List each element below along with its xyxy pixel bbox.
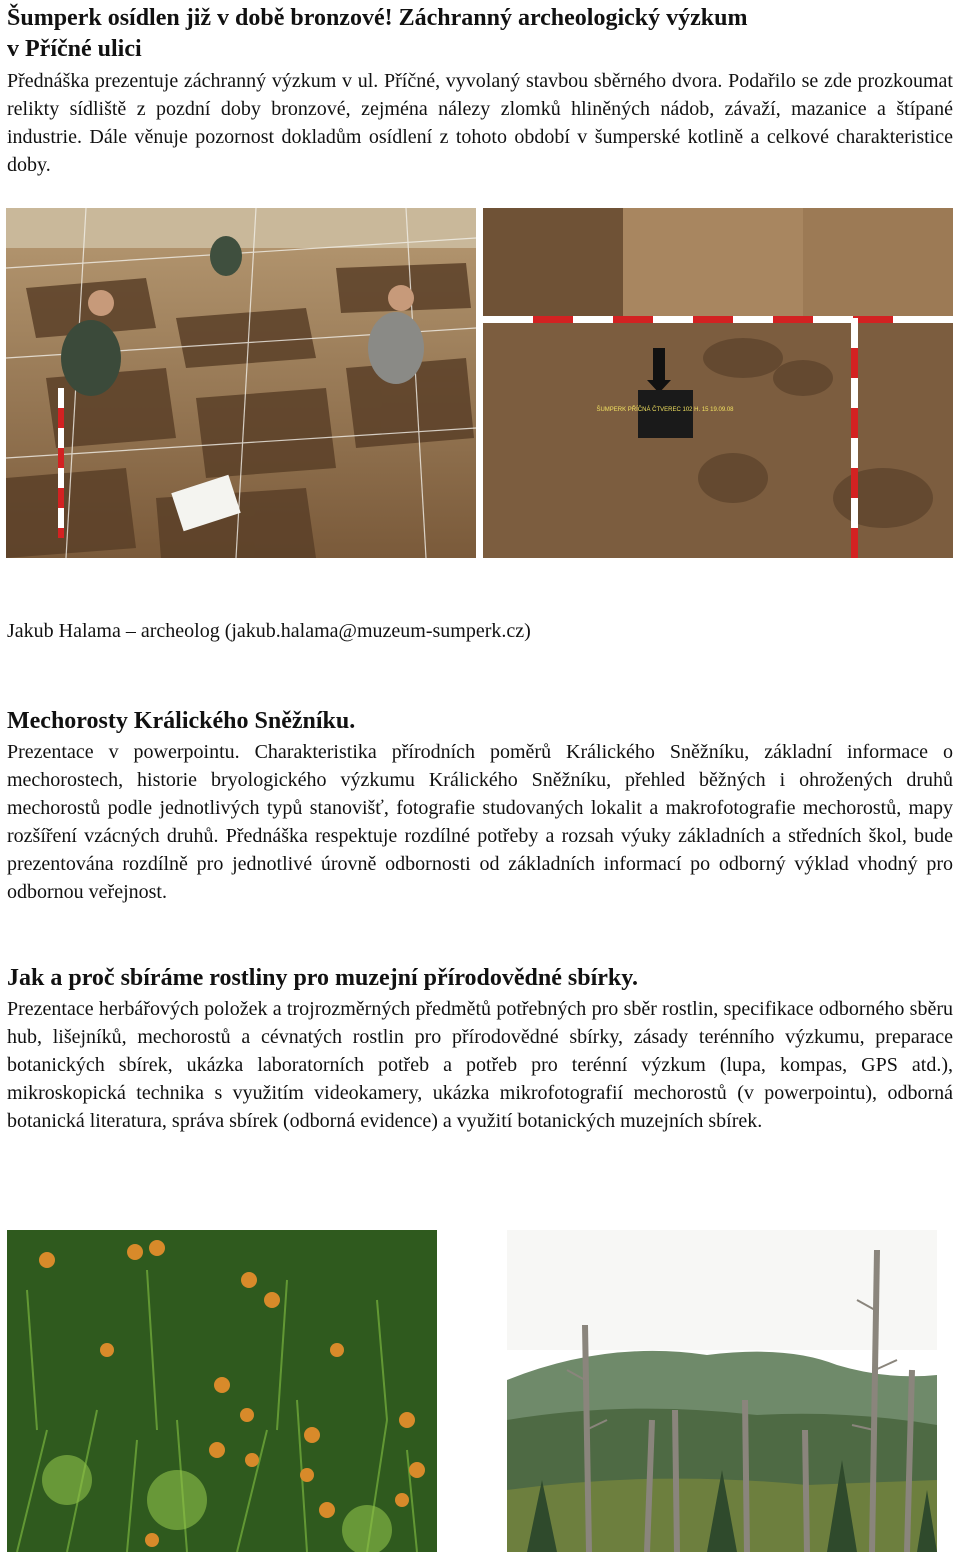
- excavation-site-photo: [6, 208, 476, 558]
- mountain-landscape-photo: [507, 1230, 937, 1552]
- section3-title: Jak a proč sbíráme rostliny pro muzejní přírodovědné sbírky.: [7, 965, 638, 991]
- moss-macro-photo: [7, 1230, 437, 1552]
- section1-title-line2: v Příčné ulici: [7, 36, 142, 62]
- trench-profile-photo: [483, 208, 953, 558]
- section2-title: Mechorosty Králického Sněžníku.: [7, 708, 356, 734]
- section2-paragraph: Prezentace v powerpointu. Charakteristika přírodních poměrů Králického Sněžníku, základní informace o mechorostech, historie bryologického výzkumu Králického Sněžníku, přehled běžných i ohrožených druhů mechorostů podle jednotlivých typů stanovišť, fotografie studovaných lokalit a makrofotografie mechorostů, mapy rozšíření vzácných druhů. Přednáška respektuje rozdílné potřeby a rozsah výuky základních a středních škol, bude prezentována rozdílně pro jednotlivé úrovně odbornosti od základních informací po odborný výklad vhodný pro odbornou veřejnost.: [7, 741, 953, 903]
- svg-text:ŠUMPERK PŘÍČNÁ ČTVEREC 102 H.: ŠUMPERK PŘÍČNÁ ČTVEREC 102 H. 15 19.09.08: [596, 407, 734, 413]
- section1-title-line1: Šumperk osídlen již v době bronzové! Záchranný archeologický výzkum: [7, 5, 748, 31]
- section3-paragraph: Prezentace herbářových položek a trojrozměrných předmětů potřebných pro sběr rostlin, specifikace odborného sběru hub, lišejníků, mechorostů a cévnatých rostlin pro přírodovědné sbírky, zásady terénního výzkumu, preparace botanických sbírek, ukázka laboratorních potřeb a potřeb pro terénní výzkum (lupa, kompas, GPS atd.), mikroskopická technika s využitím videokamery, ukázka mikrofotografií mechorostů (v powerpointu), odborná botanická literatura, správa sbírek (odborná evidence) a využití botanických muzejních sbírek.: [7, 998, 953, 1132]
- author-line: Jakub Halama – archeolog (jakub.halama@muzeum-sumperk.cz): [7, 620, 531, 642]
- section1-paragraph: Přednáška prezentuje záchranný výzkum v ul. Příčné, vyvolaný stavbou sběrného dvora. Podařilo se zde prozkoumat relikty sídliště z pozdní doby bronzové, zejména nálezy zlomků hliněných nádob, závaží, mazanice a štípané industrie. Dále věnuje pozornost dokladům osídlení z tohoto období v šumperské kotlině a celkové charakteristice doby.: [7, 70, 953, 176]
